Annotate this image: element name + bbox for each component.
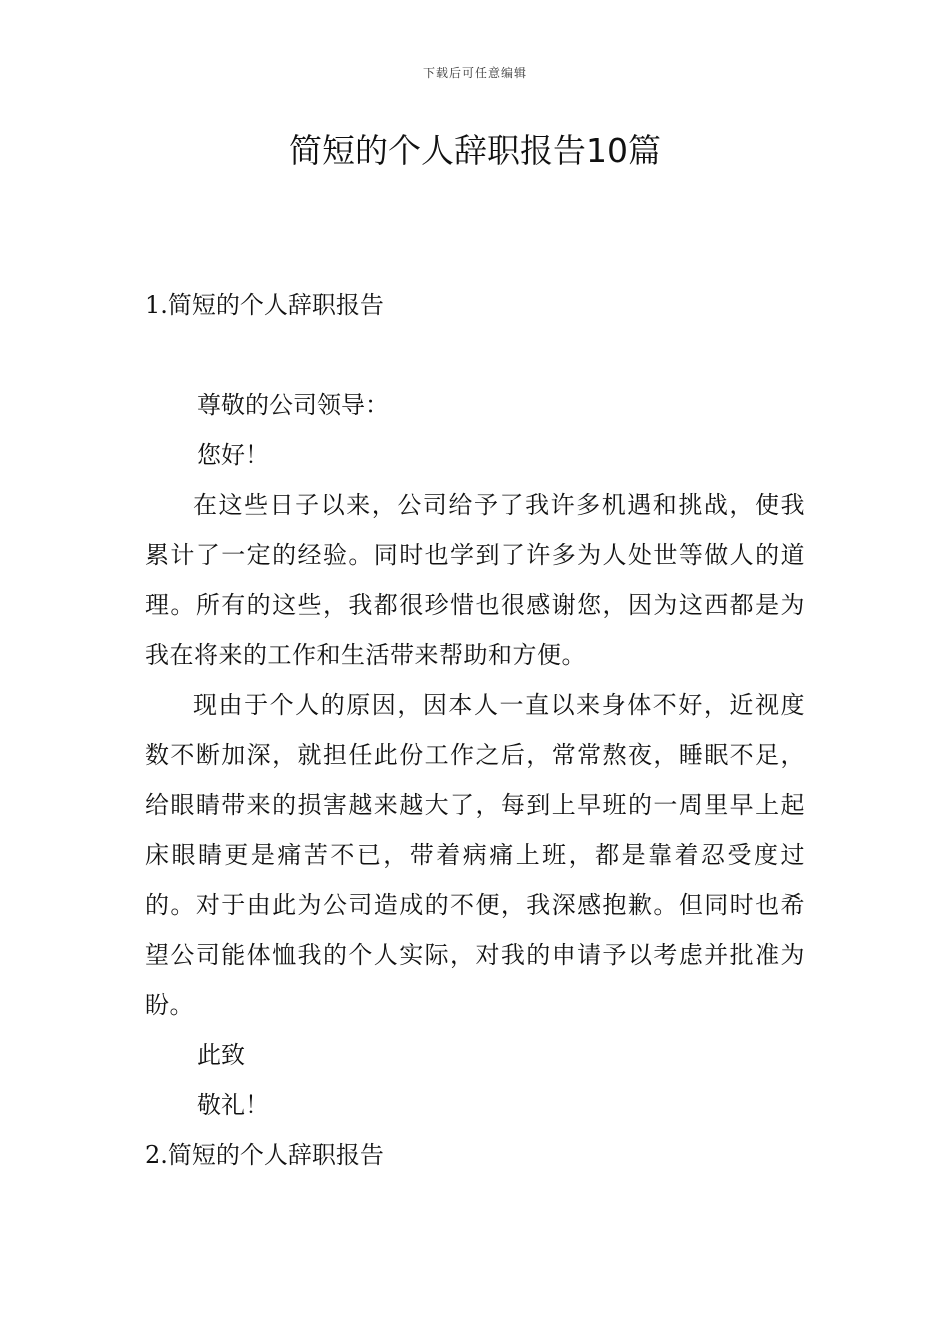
greeting: 您好！ <box>197 441 269 469</box>
section-heading-1: 1.简短的个人辞职报告 <box>145 291 384 319</box>
header-note: 下载后可任意编辑 <box>422 66 527 80</box>
section-heading-2: 2.简短的个人辞职报告 <box>145 1141 384 1169</box>
document-title: 简短的个人辞职报告10篇 <box>289 131 661 170</box>
paragraph-2: 现由于个人的原因，因本人一直以来身体不好，近视度数不断加深，就担任此份工作之后，常常熬夜，睡眠不足，给眼睛带来的损害越来越大了，每到上早班的一周里早上起床眼睛更是痛苦不已，带着病痛上班，都是靠着忍受度过的。对于由此为公司造成的不便，我深感抱歉。但同时也希望公司能体恤我的个人实际，对我的申请予以考虑并批准为盼。 <box>145 691 805 1019</box>
closing-line-2: 敬礼！ <box>197 1091 269 1119</box>
spacer <box>145 330 805 380</box>
document-body <box>145 280 805 1180</box>
paragraph-1: 在这些日子以来，公司给予了我许多机遇和挑战，使我累计了一定的经验。同时也学到了许多为人处世等做人的道理。所有的这些，我都很珍惜也很感谢您，因为这西都是为我在将来的工作和生活带来帮助和方便。 <box>145 491 805 669</box>
closing-line-1: 此致 <box>197 1041 245 1069</box>
salutation: 尊敬的公司领导： <box>197 391 389 419</box>
